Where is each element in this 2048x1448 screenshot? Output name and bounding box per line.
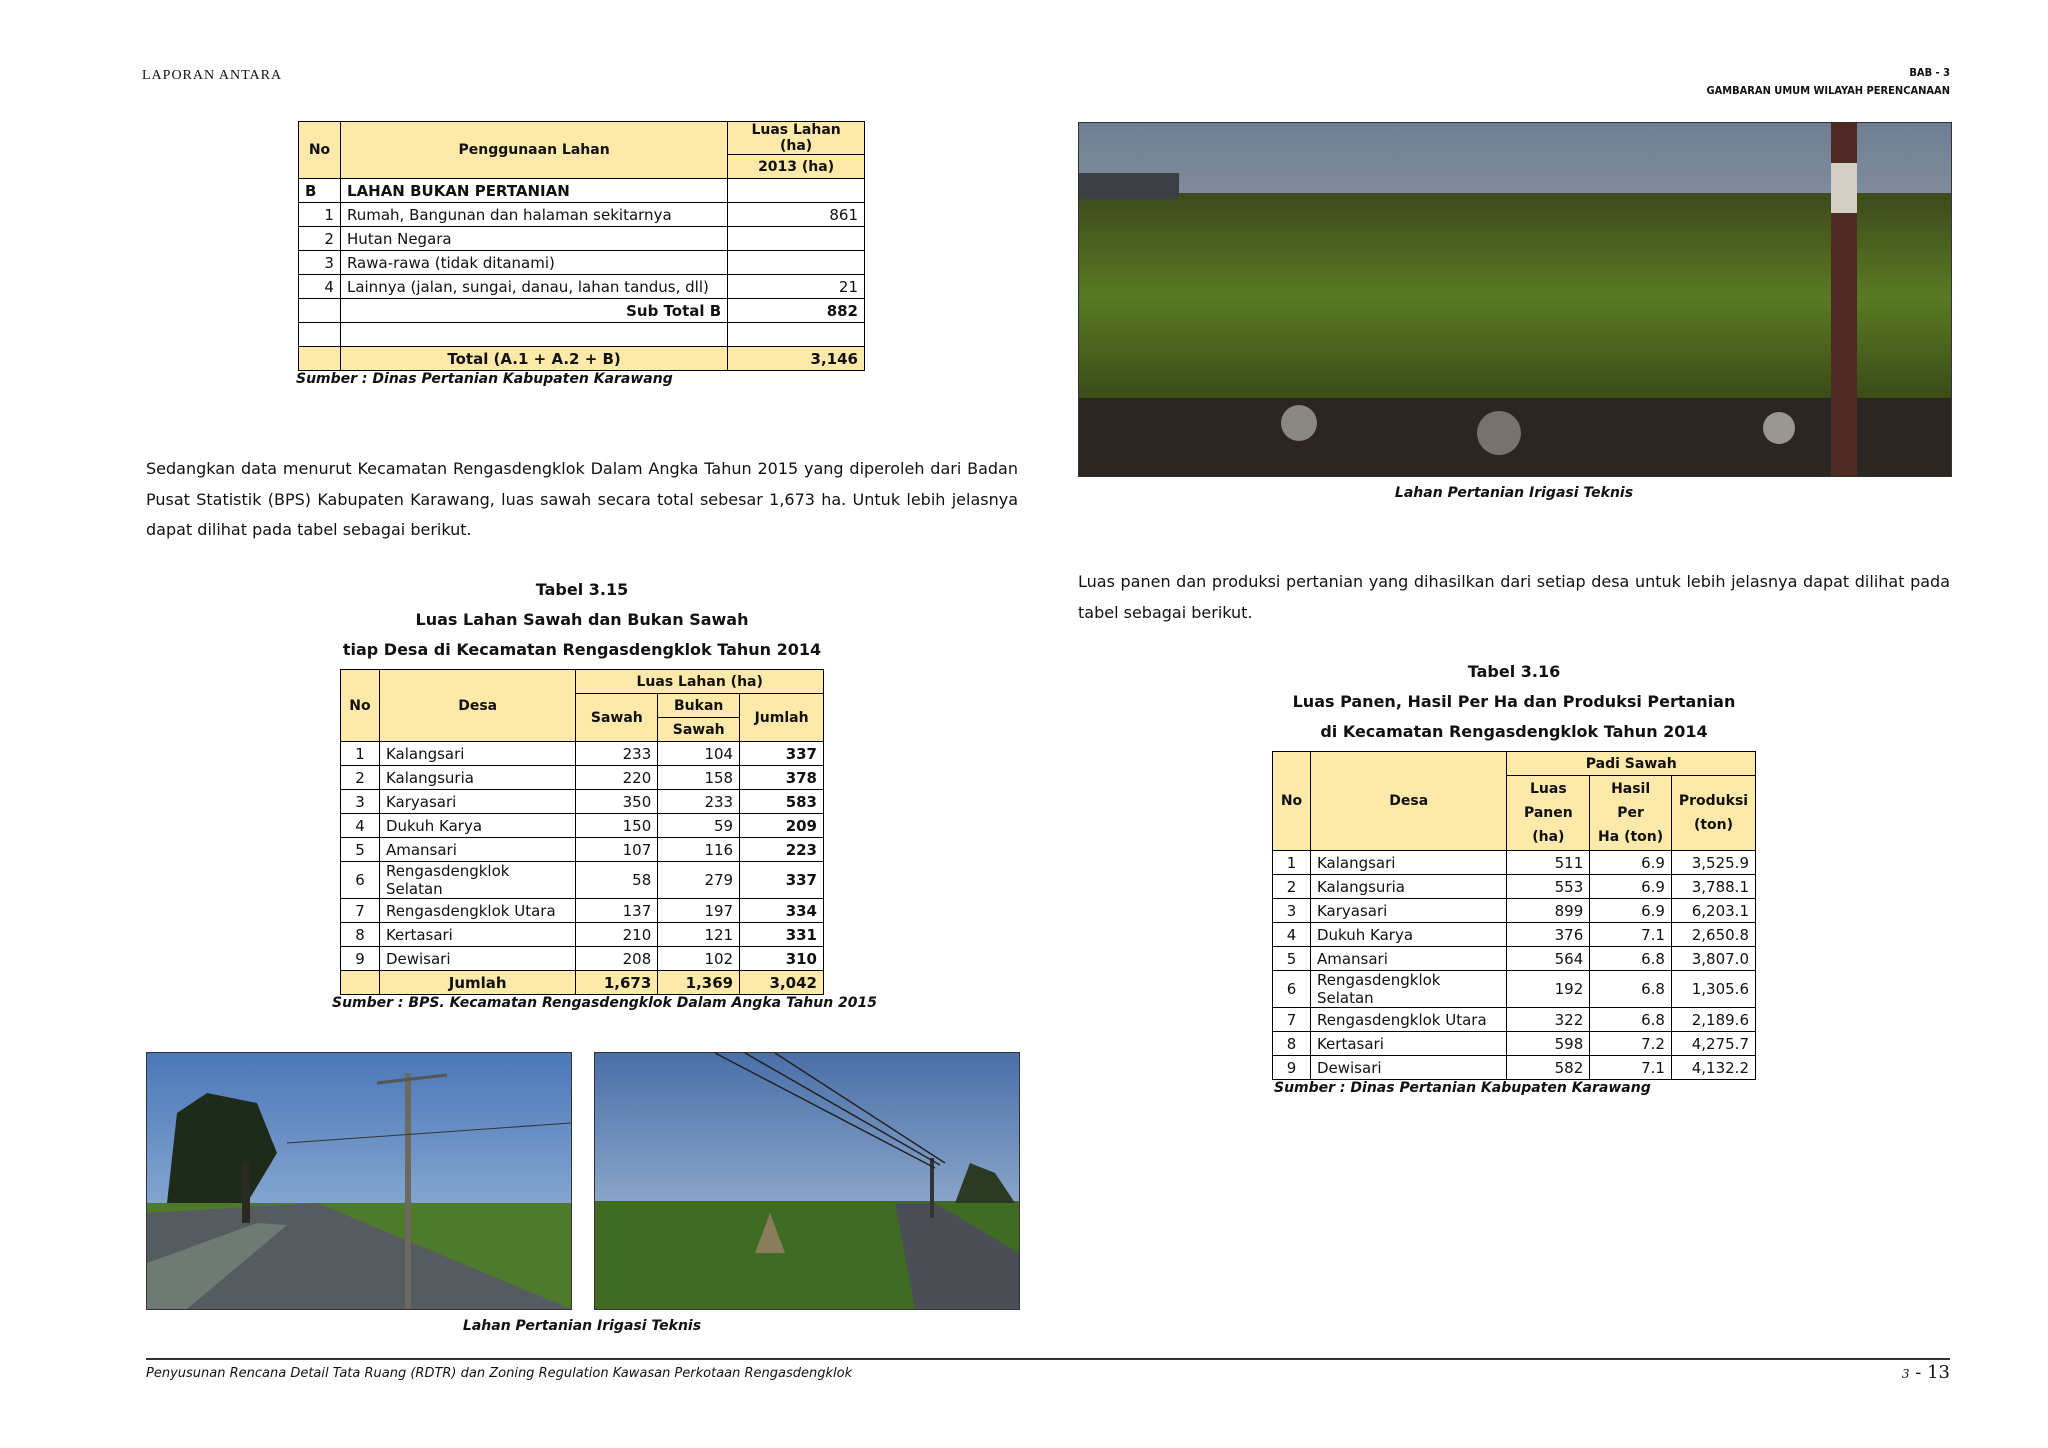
col-header-desa: Desa bbox=[1310, 752, 1506, 851]
table-row: 7 Rengasdengklok Utara 322 6.8 2,189.6 bbox=[1273, 1008, 1756, 1032]
photo-caption: Lahan Pertanian Irigasi Teknis bbox=[462, 1318, 702, 1334]
header-right bbox=[1706, 64, 1950, 100]
page-number: 3 - 13 bbox=[1901, 1362, 1950, 1383]
table-row: 4 Lainnya (jalan, sungai, danau, lahan tandus, dll) 21 bbox=[299, 275, 865, 299]
table-315-title: Tabel 3.15 Luas Lahan Sawah dan Bukan Sawah tiap Desa di Kecamatan Rengasdengklok Tahun 2014 bbox=[342, 580, 822, 659]
table-316 bbox=[1272, 751, 1756, 1080]
col-header-use: Penggunaan Lahan bbox=[340, 122, 727, 179]
footer-divider bbox=[146, 1358, 1950, 1360]
col-header-group: Padi Sawah bbox=[1507, 752, 1756, 776]
photo-rice-field bbox=[1078, 122, 1952, 477]
table-source: Sumber : BPS. Kecamatan Rengasdengklok Dalam Angka Tahun 2015 bbox=[332, 995, 878, 1011]
table-row: 2 Kalangsuria 553 6.9 3,788.1 bbox=[1273, 875, 1756, 899]
table-row: 5 Amansari 564 6.8 3,807.0 bbox=[1273, 947, 1756, 971]
table-row: 3 Karyasari 899 6.9 6,203.1 bbox=[1273, 899, 1756, 923]
col-header-year: 2013 (ha) bbox=[728, 155, 865, 179]
col-header-produksi: Produksi (ton) bbox=[1671, 776, 1755, 851]
table-row: 1 Kalangsari 233 104 337 bbox=[341, 742, 824, 766]
photo-caption: Lahan Pertanian Irigasi Teknis bbox=[1394, 485, 1634, 501]
table-row: 1 Kalangsari 511 6.9 3,525.9 bbox=[1273, 851, 1756, 875]
subtotal-row: Sub Total B 882 bbox=[299, 299, 865, 323]
table-row: 6 Rengasdengklok Selatan 58 279 337 bbox=[341, 862, 824, 899]
chapter-title: GAMBARAN UMUM WILAYAH PERENCANAAN bbox=[1706, 84, 1950, 97]
empty-row bbox=[299, 323, 865, 347]
table-row: B LAHAN BUKAN PERTANIAN bbox=[299, 179, 865, 203]
col-header-desa: Desa bbox=[379, 670, 575, 742]
table-row: 9 Dewisari 208 102 310 bbox=[341, 947, 824, 971]
header-left: LAPORAN ANTARA bbox=[142, 68, 283, 83]
table-row: 3 Rawa-rawa (tidak ditanami) bbox=[299, 251, 865, 275]
photo-field-poles bbox=[594, 1052, 1020, 1310]
col-header-area: Luas Lahan (ha) bbox=[728, 122, 865, 155]
table-row: 4 Dukuh Karya 150 59 209 bbox=[341, 814, 824, 838]
table-row: 4 Dukuh Karya 376 7.1 2,650.8 bbox=[1273, 923, 1756, 947]
table-row: 9 Dewisari 582 7.1 4,132.2 bbox=[1273, 1056, 1756, 1080]
photo-road-field bbox=[146, 1052, 572, 1310]
paragraph: Sedangkan data menurut Kecamatan Rengasdengklok Dalam Angka Tahun 2015 yang diperoleh dari Badan Pusat Statistik (BPS) Kabupaten Karawang, luas sawah secara total sebesar 1,673 ha. Untuk lebih jelasnya dapat dilihat pada tabel sebagai berikut. bbox=[146, 459, 1018, 539]
table-source: Sumber : Dinas Pertanian Kabupaten Karawang bbox=[296, 371, 673, 387]
col-header-no: No bbox=[299, 122, 341, 179]
table-row: 1 Rumah, Bangunan dan halaman sekitarnya 861 bbox=[299, 203, 865, 227]
table-row: 8 Kertasari 598 7.2 4,275.7 bbox=[1273, 1032, 1756, 1056]
table-315-block bbox=[332, 669, 878, 1011]
col-header-no: No bbox=[1273, 752, 1311, 851]
col-header-hasil: Hasil Per Ha (ton) bbox=[1590, 776, 1672, 851]
table-row: 6 Rengasdengklok Selatan 192 6.8 1,305.6 bbox=[1273, 971, 1756, 1008]
table-row: 5 Amansari 107 116 223 bbox=[341, 838, 824, 862]
total-row: Total (A.1 + A.2 + B) 3,146 bbox=[299, 347, 865, 371]
table-row: 2 Hutan Negara bbox=[299, 227, 865, 251]
land-use-table-block bbox=[298, 121, 865, 387]
table-316-block bbox=[1272, 751, 1756, 1096]
footer-text: Penyusunan Rencana Detail Tata Ruang (RDTR) dan Zoning Regulation Kawasan Perkotaan Rengasdengklok bbox=[146, 1366, 853, 1381]
table-source: Sumber : Dinas Pertanian Kabupaten Karawang bbox=[1274, 1080, 1651, 1096]
col-header-luas: Luas Panen (ha) bbox=[1507, 776, 1590, 851]
col-header-no: No bbox=[341, 670, 380, 742]
table-row: 3 Karyasari 350 233 583 bbox=[341, 790, 824, 814]
table-row: 8 Kertasari 210 121 331 bbox=[341, 923, 824, 947]
land-use-table bbox=[298, 121, 865, 371]
table-316-title: Tabel 3.16 Luas Panen, Hasil Per Ha dan Produksi Pertanian di Kecamatan Rengasdengklok Tahun 2014 bbox=[1292, 662, 1736, 741]
paragraph: Luas panen dan produksi pertanian yang dihasilkan dari setiap desa untuk lebih jelasnya dapat dilihat pada tabel sebagai berikut. bbox=[1078, 572, 1950, 622]
total-row: Jumlah 1,673 1,369 3,042 bbox=[341, 971, 824, 995]
table-315: No Desa Luas Lahan (ha) Sawah Bukan Jumlah Sawah 1 Kalangsari 233 104 337 2 Kalangsuria 220 158 378 3 Karyasari 350 233 583 4 Dukuh Karya 150 59 209 5 Amansari 107 116 223 6 Rengasdengklok Selatan 58 279 337 7 Rengasdengklok Utara 137 197 334 8 Kertasari 210 121 331 9 Dewisari 208 102 310 Jumlah 1,673 1,369 3,042 bbox=[340, 669, 824, 995]
table-row: 2 Kalangsuria 220 158 378 bbox=[341, 766, 824, 790]
col-header-group: Luas Lahan (ha) bbox=[576, 670, 824, 694]
chapter-label: BAB - 3 bbox=[1909, 66, 1950, 79]
table-row: 7 Rengasdengklok Utara 137 197 334 bbox=[341, 899, 824, 923]
